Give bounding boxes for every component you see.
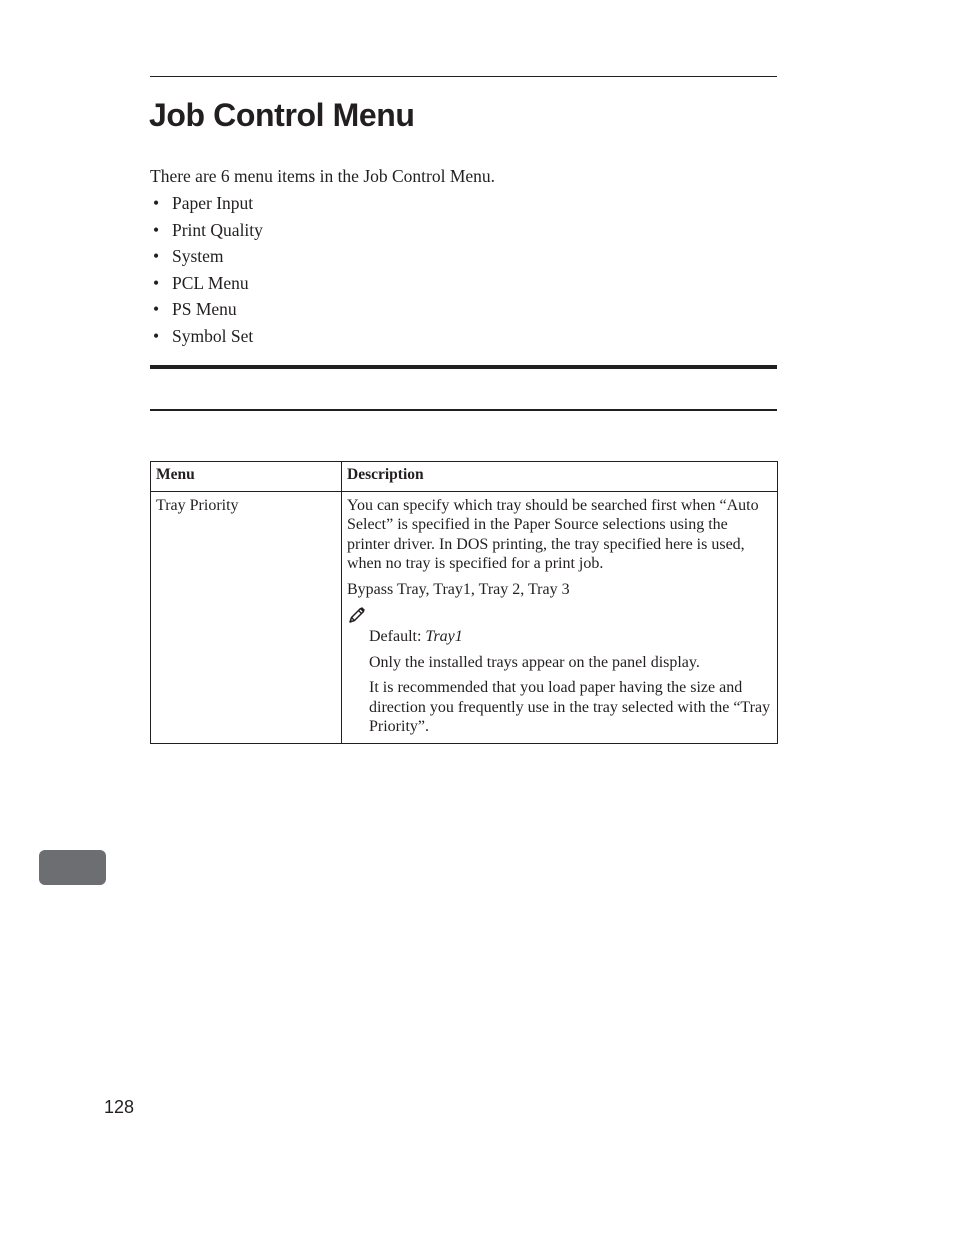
menu-cell: Tray Priority <box>151 491 342 743</box>
list-item <box>150 243 263 270</box>
options-text: Bypass Tray, Tray1, Tray 2, Tray 3 <box>347 580 570 598</box>
table-header-row <box>151 462 778 492</box>
description-cell <box>342 491 778 743</box>
default-note <box>369 627 771 647</box>
note-block <box>347 605 771 737</box>
note-item: Only the installed trays appear on the panel display. <box>369 653 700 671</box>
page-title: Job Control Menu <box>149 97 415 133</box>
default-label: Default: <box>369 628 426 645</box>
bullet-icon: • <box>153 219 160 240</box>
default-value: Tray1 <box>425 628 463 645</box>
list-item-label: Symbol Set <box>172 325 254 346</box>
list-item-label: PS Menu <box>172 299 237 320</box>
description-text: You can specify which tray should be searched first when “Auto Select” is specified in the Paper Source selections using the printer driver. In DOS printing, the tray specified here is used, when no tray is specified for a print job. <box>347 496 759 572</box>
pencil-note-icon <box>347 605 367 625</box>
chapter-tab-marker <box>39 850 106 885</box>
list-item-label: System <box>172 246 224 267</box>
table-row <box>151 491 778 743</box>
list-item-label: PCL Menu <box>172 272 249 293</box>
bullet-icon: • <box>153 325 160 346</box>
list-item-label: Paper Input <box>172 193 254 213</box>
section-divider-thick <box>150 365 777 369</box>
list-item-label: Print Quality <box>172 219 263 240</box>
menu-description-table <box>150 461 778 744</box>
note-item: It is recommended that you load paper having the size and direction you frequently use in the tray selected with the “Tray Priority”. <box>369 679 771 735</box>
bullet-icon: • <box>153 272 160 293</box>
list-item <box>150 217 263 244</box>
bullet-icon: • <box>153 246 160 267</box>
menu-item-list <box>150 190 263 350</box>
column-header-description: Description <box>342 462 778 492</box>
list-item <box>150 270 263 297</box>
bullet-icon: • <box>153 193 160 213</box>
top-rule <box>150 76 777 77</box>
list-item <box>150 296 263 323</box>
list-item <box>150 190 263 217</box>
column-header-menu: Menu <box>151 462 342 492</box>
intro-text: There are 6 menu items in the Job Control Menu. <box>150 166 496 186</box>
bullet-icon: • <box>153 299 160 320</box>
list-item <box>150 323 263 350</box>
section-divider <box>150 409 777 411</box>
page-number: 128 <box>104 1097 135 1117</box>
